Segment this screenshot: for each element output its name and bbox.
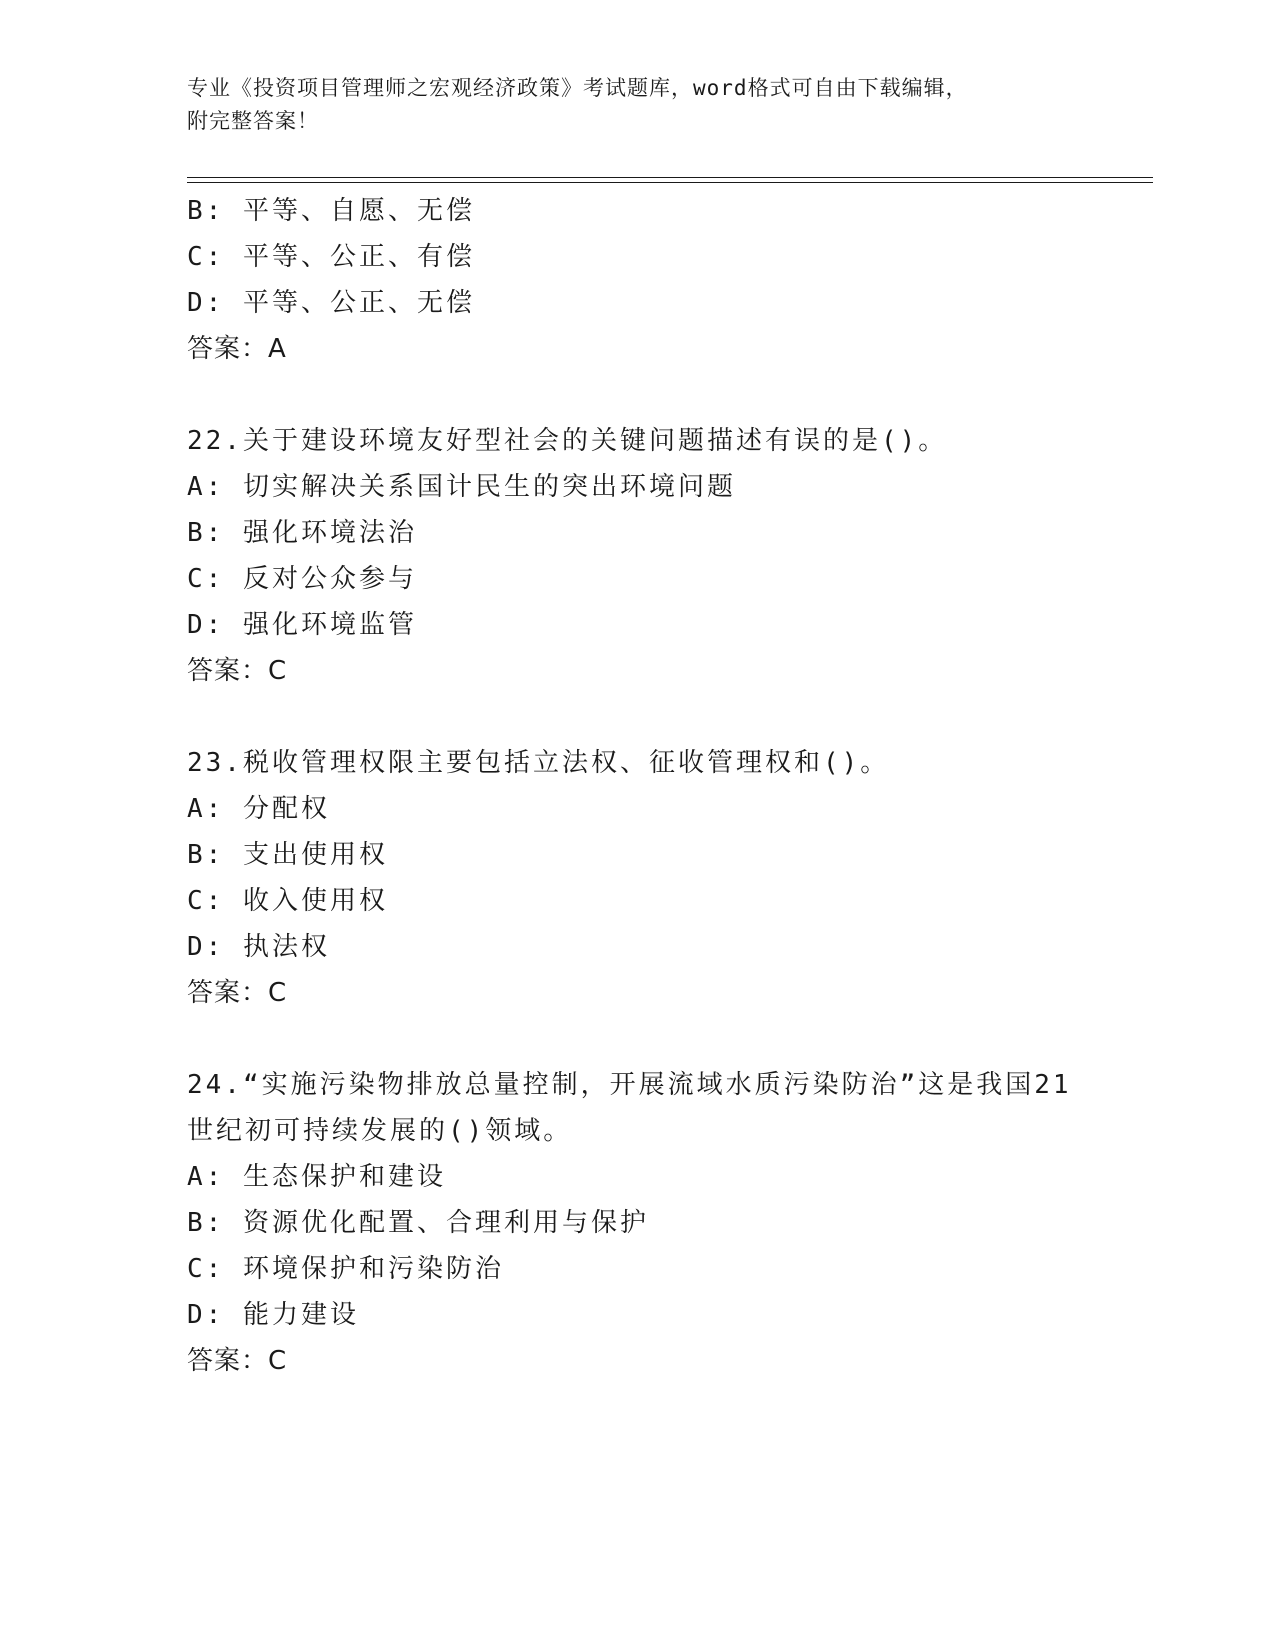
answer-line: 答案：C bbox=[187, 1346, 288, 1376]
document-header bbox=[187, 72, 1087, 138]
option-a: A: 切实解决关系国计民生的突出环境问题 bbox=[187, 472, 736, 502]
question-23 bbox=[187, 740, 1087, 1016]
option-d: D: 平等、公正、无偿 bbox=[187, 288, 475, 318]
option-b: B: 支出使用权 bbox=[187, 840, 388, 870]
answer-line: 答案：C bbox=[187, 656, 288, 686]
header-divider-bottom bbox=[187, 182, 1153, 183]
option-c: C: 平等、公正、有偿 bbox=[187, 242, 475, 272]
option-d: D: 执法权 bbox=[187, 932, 330, 962]
answer-line: 答案：A bbox=[187, 334, 287, 364]
question-21-continued bbox=[187, 188, 1087, 372]
option-c: C: 反对公众参与 bbox=[187, 564, 417, 594]
question-stem-continued: 世纪初可持续发展的()领域。 bbox=[187, 1116, 573, 1146]
question-list bbox=[187, 188, 1087, 1384]
option-d: D: 能力建设 bbox=[187, 1300, 359, 1330]
option-a: A: 生态保护和建设 bbox=[187, 1162, 446, 1192]
option-d: D: 强化环境监管 bbox=[187, 610, 417, 640]
question-spacer bbox=[187, 372, 1087, 418]
question-stem: 22.关于建设环境友好型社会的关键问题描述有误的是()。 bbox=[187, 426, 948, 456]
option-b: B: 强化环境法治 bbox=[187, 518, 417, 548]
option-c: C: 收入使用权 bbox=[187, 886, 388, 916]
question-24 bbox=[187, 1062, 1087, 1384]
question-spacer bbox=[187, 1016, 1087, 1062]
header-line-1: 专业《投资项目管理师之宏观经济政策》考试题库，word格式可自由下载编辑， bbox=[187, 76, 968, 100]
answer-line: 答案：C bbox=[187, 978, 288, 1008]
question-spacer bbox=[187, 694, 1087, 740]
option-c: C: 环境保护和污染防治 bbox=[187, 1254, 504, 1284]
question-stem: 23.税收管理权限主要包括立法权、征收管理权和()。 bbox=[187, 748, 890, 778]
header-divider-top bbox=[187, 177, 1153, 178]
header-line-2: 附完整答案！ bbox=[187, 109, 319, 133]
option-b: B: 资源优化配置、合理利用与保护 bbox=[187, 1208, 649, 1238]
option-b: B: 平等、自愿、无偿 bbox=[187, 196, 475, 226]
question-stem: 24.“实施污染物排放总量控制，开展流域水质污染防治”这是我国21 bbox=[187, 1070, 1072, 1100]
option-a: A: 分配权 bbox=[187, 794, 330, 824]
question-22 bbox=[187, 418, 1087, 694]
